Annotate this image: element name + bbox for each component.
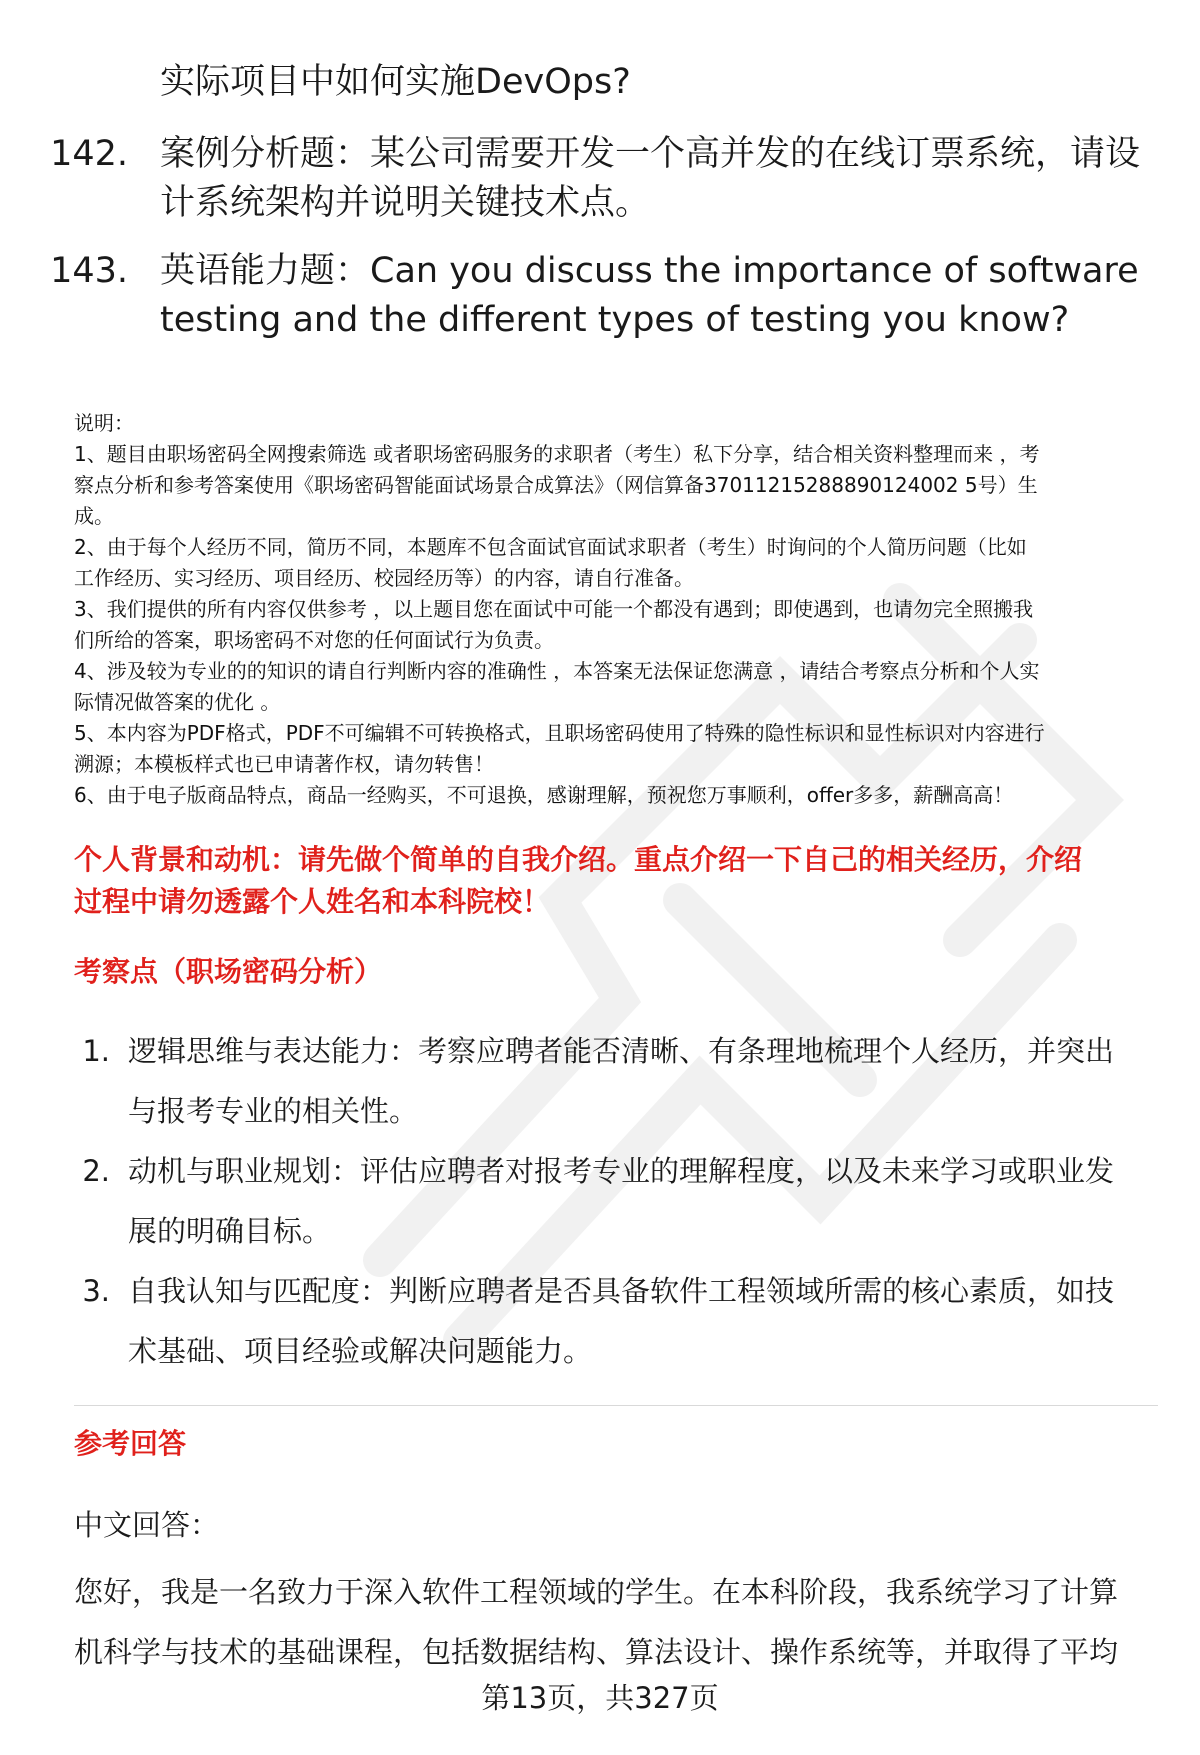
notes-line: 工作经历、实习经历、项目经历、校园经历等）的内容，请自行准备。 <box>74 566 694 590</box>
question-number: 142. <box>50 134 128 174</box>
section-divider <box>74 1405 1158 1406</box>
reference-answer-text <box>74 1562 1164 1682</box>
notes-line: 1、题目由职场密码全网搜索筛选 或者职场密码服务的求职者（考生）私下分享，结合相关资料整理而来 ，考 <box>74 442 1040 466</box>
list-item <box>74 1261 1164 1381</box>
notes-line: 察点分析和参考答案使用《职场密码智能面试场景合成算法》（网信算备37011215288890124002 5号）生 <box>74 473 1038 497</box>
question-text-line: 英语能力题：Can you discuss the importance of software <box>160 251 1139 291</box>
disclaimer-notes <box>74 408 1164 811</box>
background-line: 个人背景和动机：请先做个简单的自我介绍。重点介绍一下自己的相关经历，介绍 <box>74 843 1083 876</box>
list-number: 1. <box>82 1034 110 1068</box>
question-text-line: 计系统架构并说明关键技术点。 <box>160 183 651 223</box>
list-item <box>74 1021 1164 1141</box>
background-question <box>74 839 1160 923</box>
list-item <box>74 1141 1164 1261</box>
chinese-answer-label: 中文回答： <box>74 1508 220 1542</box>
notes-line: 2、由于每个人经历不同，简历不同，本题库不包含面试官面试求职者（考生）时询问的个人简历问题（比如 <box>74 535 1027 559</box>
list-line: 与报考专业的相关性。 <box>128 1094 419 1128</box>
question-text-line: testing and the different types of testing you know? <box>160 300 1070 340</box>
question-text-line: 实际项目中如何实施DevOps? <box>160 62 631 102</box>
question-143 <box>32 247 1172 345</box>
notes-line: 6、由于电子版商品特点，商品一经购买，不可退换，感谢理解，预祝您万事顺利，offer多多，薪酬高高！ <box>74 783 1014 807</box>
list-line: 术基础、项目经验或解决问题能力。 <box>128 1334 593 1368</box>
list-line: 自我认知与匹配度：判断应聘者是否具备软件工程领域所需的核心素质，如技 <box>128 1274 1115 1308</box>
notes-line: 5、本内容为PDF格式，PDF不可编辑不可转换格式，且职场密码使用了特殊的隐性标识和显性标识对内容进行 <box>74 721 1045 745</box>
answer-line: 机科学与技术的基础课程，包括数据结构、算法设计、操作系统等，并取得了平均 <box>74 1635 1119 1669</box>
list-number: 3. <box>82 1274 110 1308</box>
notes-line: 3、我们提供的所有内容仅供参考 ，以上题目您在面试中可能一个都没有遇到；即使遇到，也请勿完全照搬我 <box>74 597 1034 621</box>
assessment-points-list <box>74 1021 1164 1381</box>
assessment-points-title: 考察点（职场密码分析） <box>74 955 383 988</box>
question-text-line: 案例分析题：某公司需要开发一个高并发的在线订票系统，请设 <box>160 134 1141 174</box>
reference-answer-title: 参考回答 <box>74 1427 187 1460</box>
notes-line: 4、涉及较为专业的的知识的请自行判断内容的准确性 ，本答案无法保证您满意 ，请结合考察点分析和个人实 <box>74 659 1040 683</box>
notes-line: 际情况做答案的优化 。 <box>74 690 281 714</box>
notes-line: 说明： <box>74 411 134 435</box>
notes-line: 成。 <box>74 504 114 528</box>
page-footer: 第13页，共327页 <box>481 1681 719 1715</box>
question-number: 143. <box>50 251 128 291</box>
list-line: 动机与职业规划：评估应聘者对报考专业的理解程度，以及未来学习或职业发 <box>128 1154 1115 1188</box>
list-line: 展的明确目标。 <box>128 1214 332 1248</box>
notes-line: 们所给的答案，职场密码不对您的任何面试行为负责。 <box>74 628 554 652</box>
question-141-tail <box>32 58 1172 107</box>
question-142 <box>32 130 1172 228</box>
list-line: 逻辑思维与表达能力：考察应聘者能否清晰、有条理地梳理个人经历，并突出 <box>128 1034 1115 1068</box>
list-number: 2. <box>82 1154 110 1188</box>
notes-line: 溯源；本模板样式也已申请著作权，请勿转售！ <box>74 752 494 776</box>
background-line: 过程中请勿透露个人姓名和本科院校！ <box>74 885 551 918</box>
answer-line: 您好，我是一名致力于深入软件工程领域的学生。在本科阶段，我系统学习了计算 <box>74 1575 1119 1609</box>
